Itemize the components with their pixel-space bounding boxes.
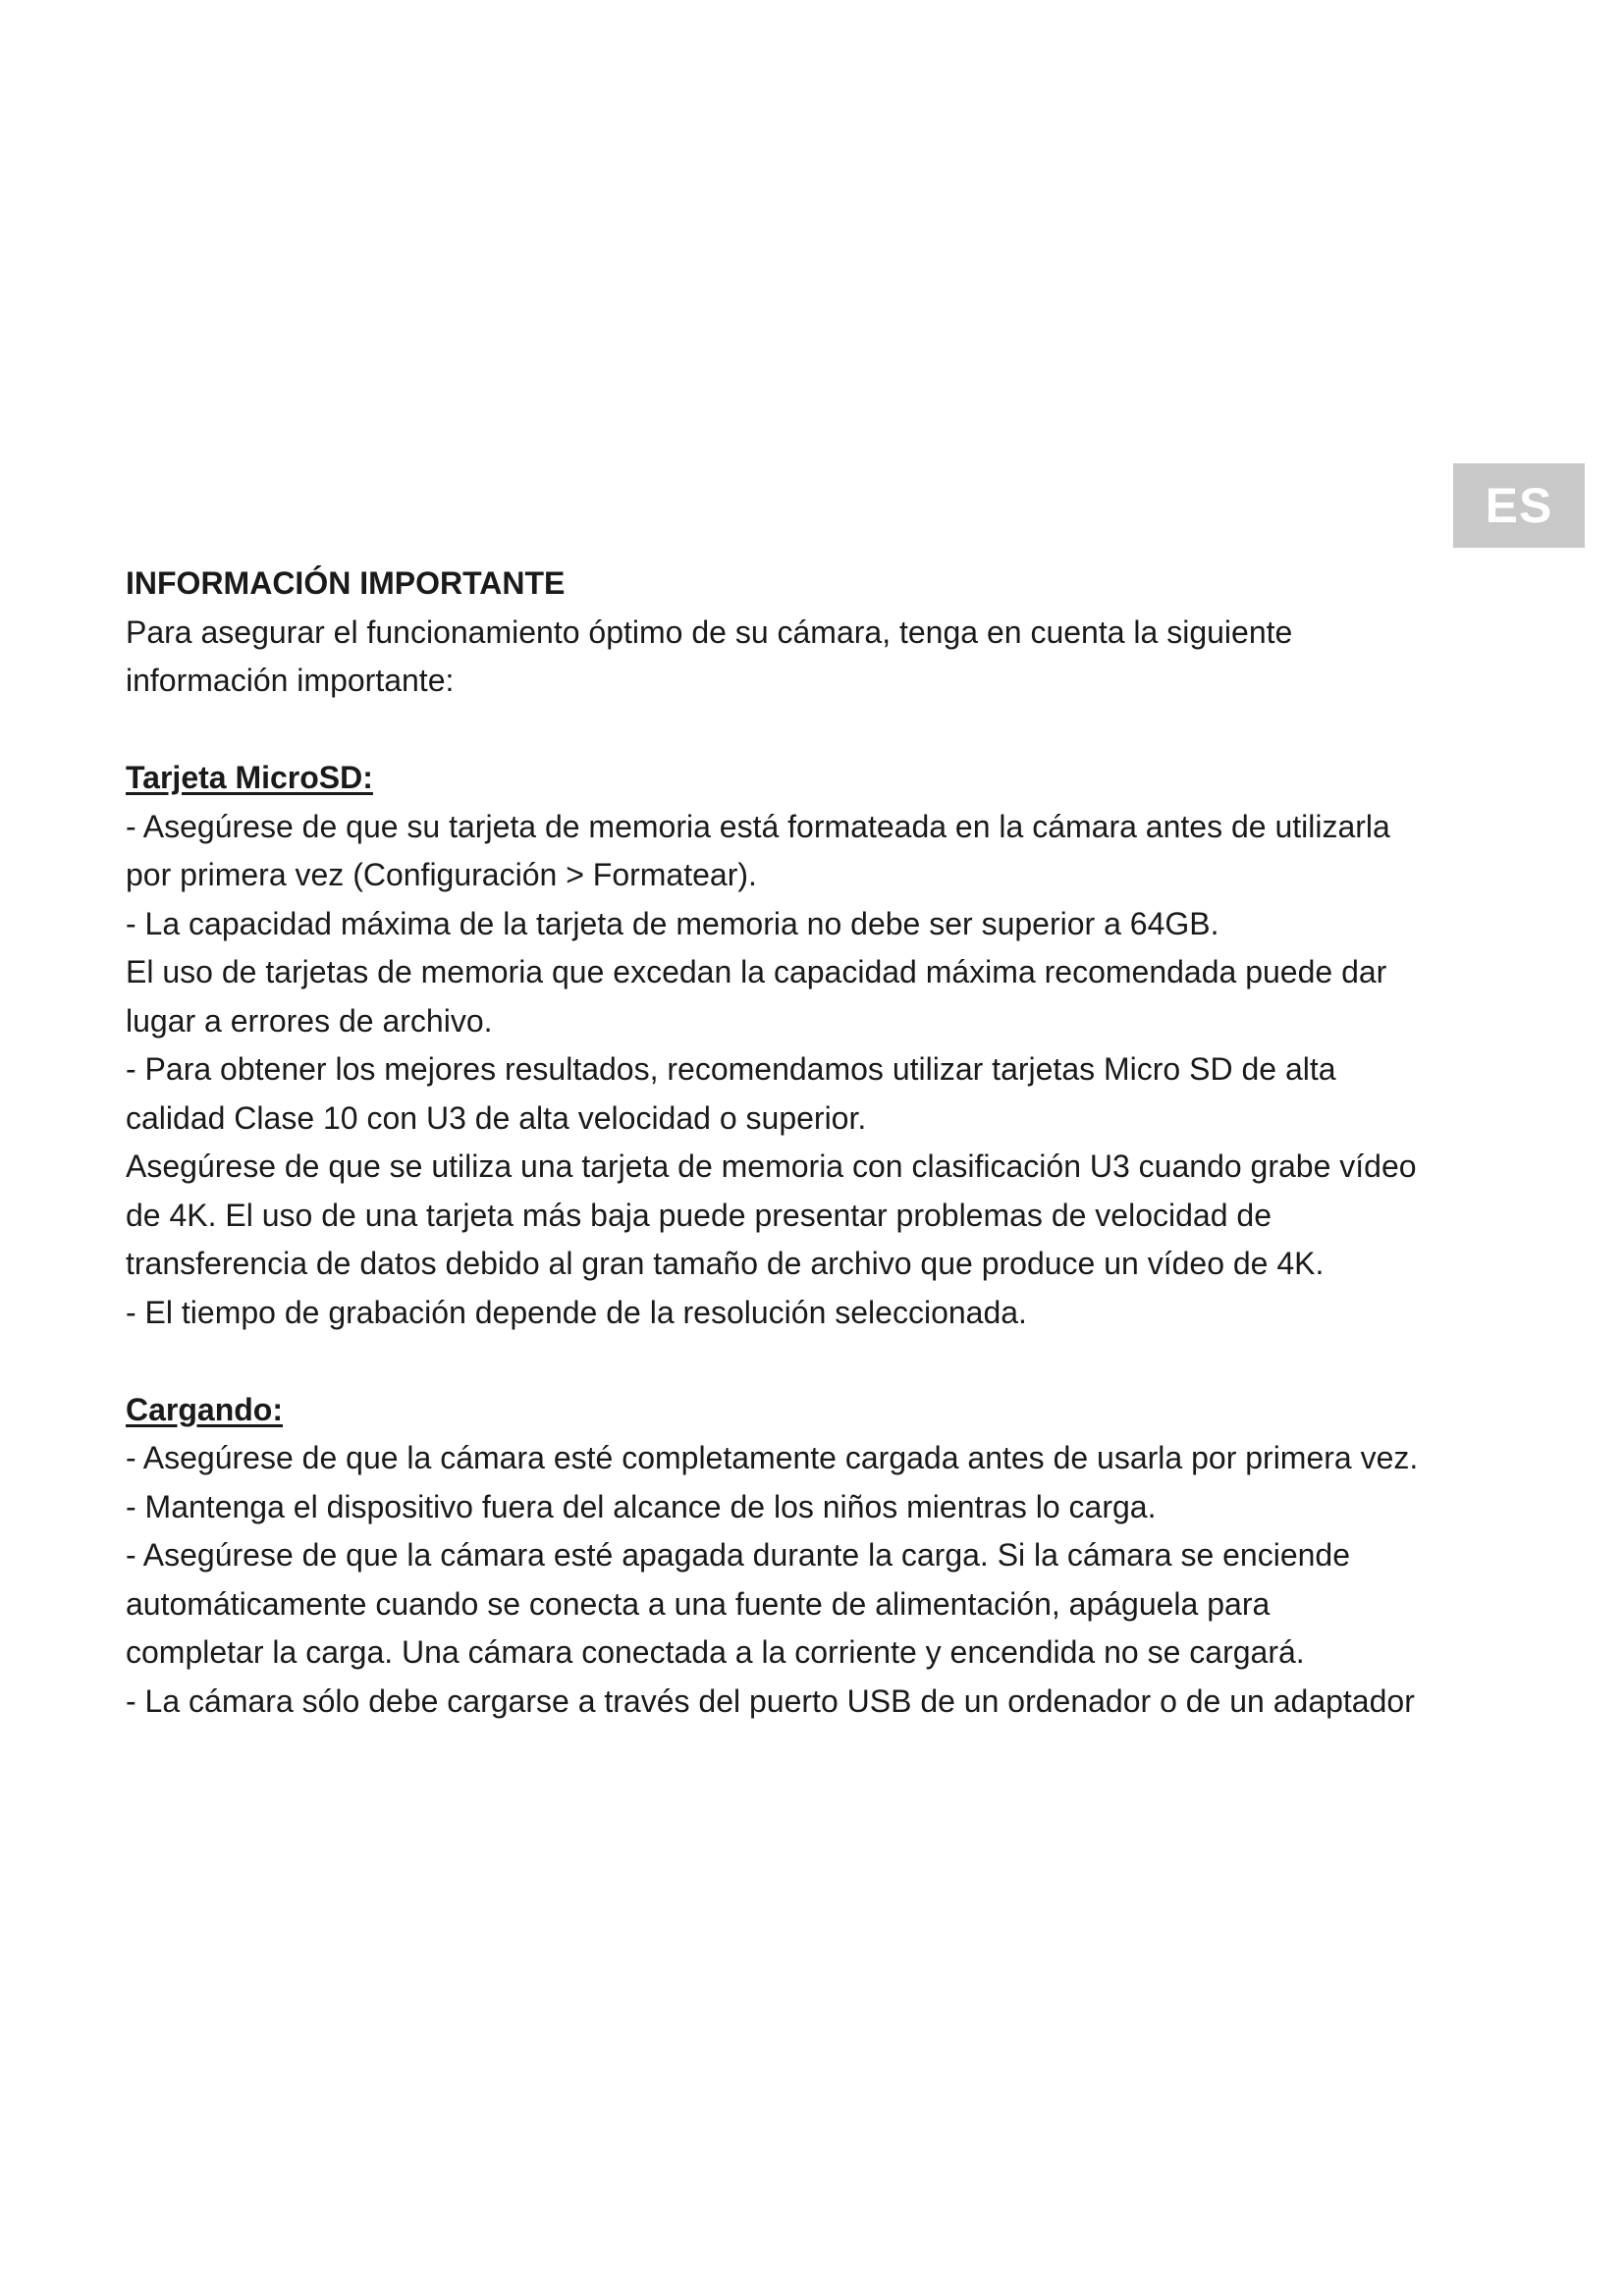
charging-heading: Cargando:: [126, 1391, 283, 1427]
microsd-line: lugar a errores de archivo.: [126, 1002, 493, 1039]
intro-line: información importante:: [126, 663, 455, 698]
charging-line: - La cámara sólo debe cargarse a través del puerto USB de un ordenador o de un adaptador: [126, 1682, 1415, 1719]
charging-line: completar la carga. Una cámara conectada a la corriente y encendida no se cargará.: [126, 1634, 1305, 1670]
charging-line: automáticamente cuando se conecta a una fuente de alimentación, apáguela para: [126, 1585, 1271, 1622]
microsd-line: - Para obtener los mejores resultados, recomendamos utilizar tarjetas Micro SD de alta: [126, 1051, 1336, 1087]
microsd-line: Asegúrese de que se utiliza una tarjeta de memoria con clasificación U3 cuando grabe vídeo: [126, 1148, 1417, 1184]
section-title: INFORMACIÓN IMPORTANTE: [126, 565, 566, 601]
microsd-line: por primera vez (Configuración > Formatear).: [126, 857, 757, 892]
spacer: [126, 1337, 1520, 1386]
microsd-line: El uso de tarjetas de memoria que excedan la capacidad máxima recomendada puede dar: [126, 954, 1387, 989]
microsd-line: - Asegúrese de que su tarjeta de memoria está formateada en la cámara antes de utilizarla: [126, 808, 1390, 844]
microsd-line: de 4K. El uso de una tarjeta más baja puede presentar problemas de velocidad de: [126, 1197, 1272, 1233]
microsd-heading: Tarjeta MicroSD:: [126, 760, 373, 795]
microsd-line: transferencia de datos debido al gran tamaño de archivo que produce un vídeo de 4K.: [126, 1246, 1325, 1281]
charging-line: - Mantenga el dispositivo fuera del alcance de los niños mientras lo carga.: [126, 1488, 1157, 1524]
intro-line: Para asegurar el funcionamiento óptimo de su cámara, tenga en cuenta la siguiente: [126, 614, 1293, 650]
document-body: [126, 560, 1520, 1726]
microsd-line: calidad Clase 10 con U3 de alta velocidad o superior.: [126, 1099, 867, 1136]
language-tab: ES: [1453, 463, 1585, 548]
spacer: [126, 706, 1520, 755]
microsd-line: - La capacidad máxima de la tarjeta de memoria no debe ser superior a 64GB.: [126, 905, 1219, 941]
charging-line: - Asegúrese de que la cámara esté apagada durante la carga. Si la cámara se enciende: [126, 1537, 1351, 1573]
charging-line: - Asegúrese de que la cámara esté completamente cargada antes de usarla por primera vez.: [126, 1440, 1419, 1475]
microsd-line: - El tiempo de grabación depende de la resolución seleccionada.: [126, 1294, 1027, 1330]
